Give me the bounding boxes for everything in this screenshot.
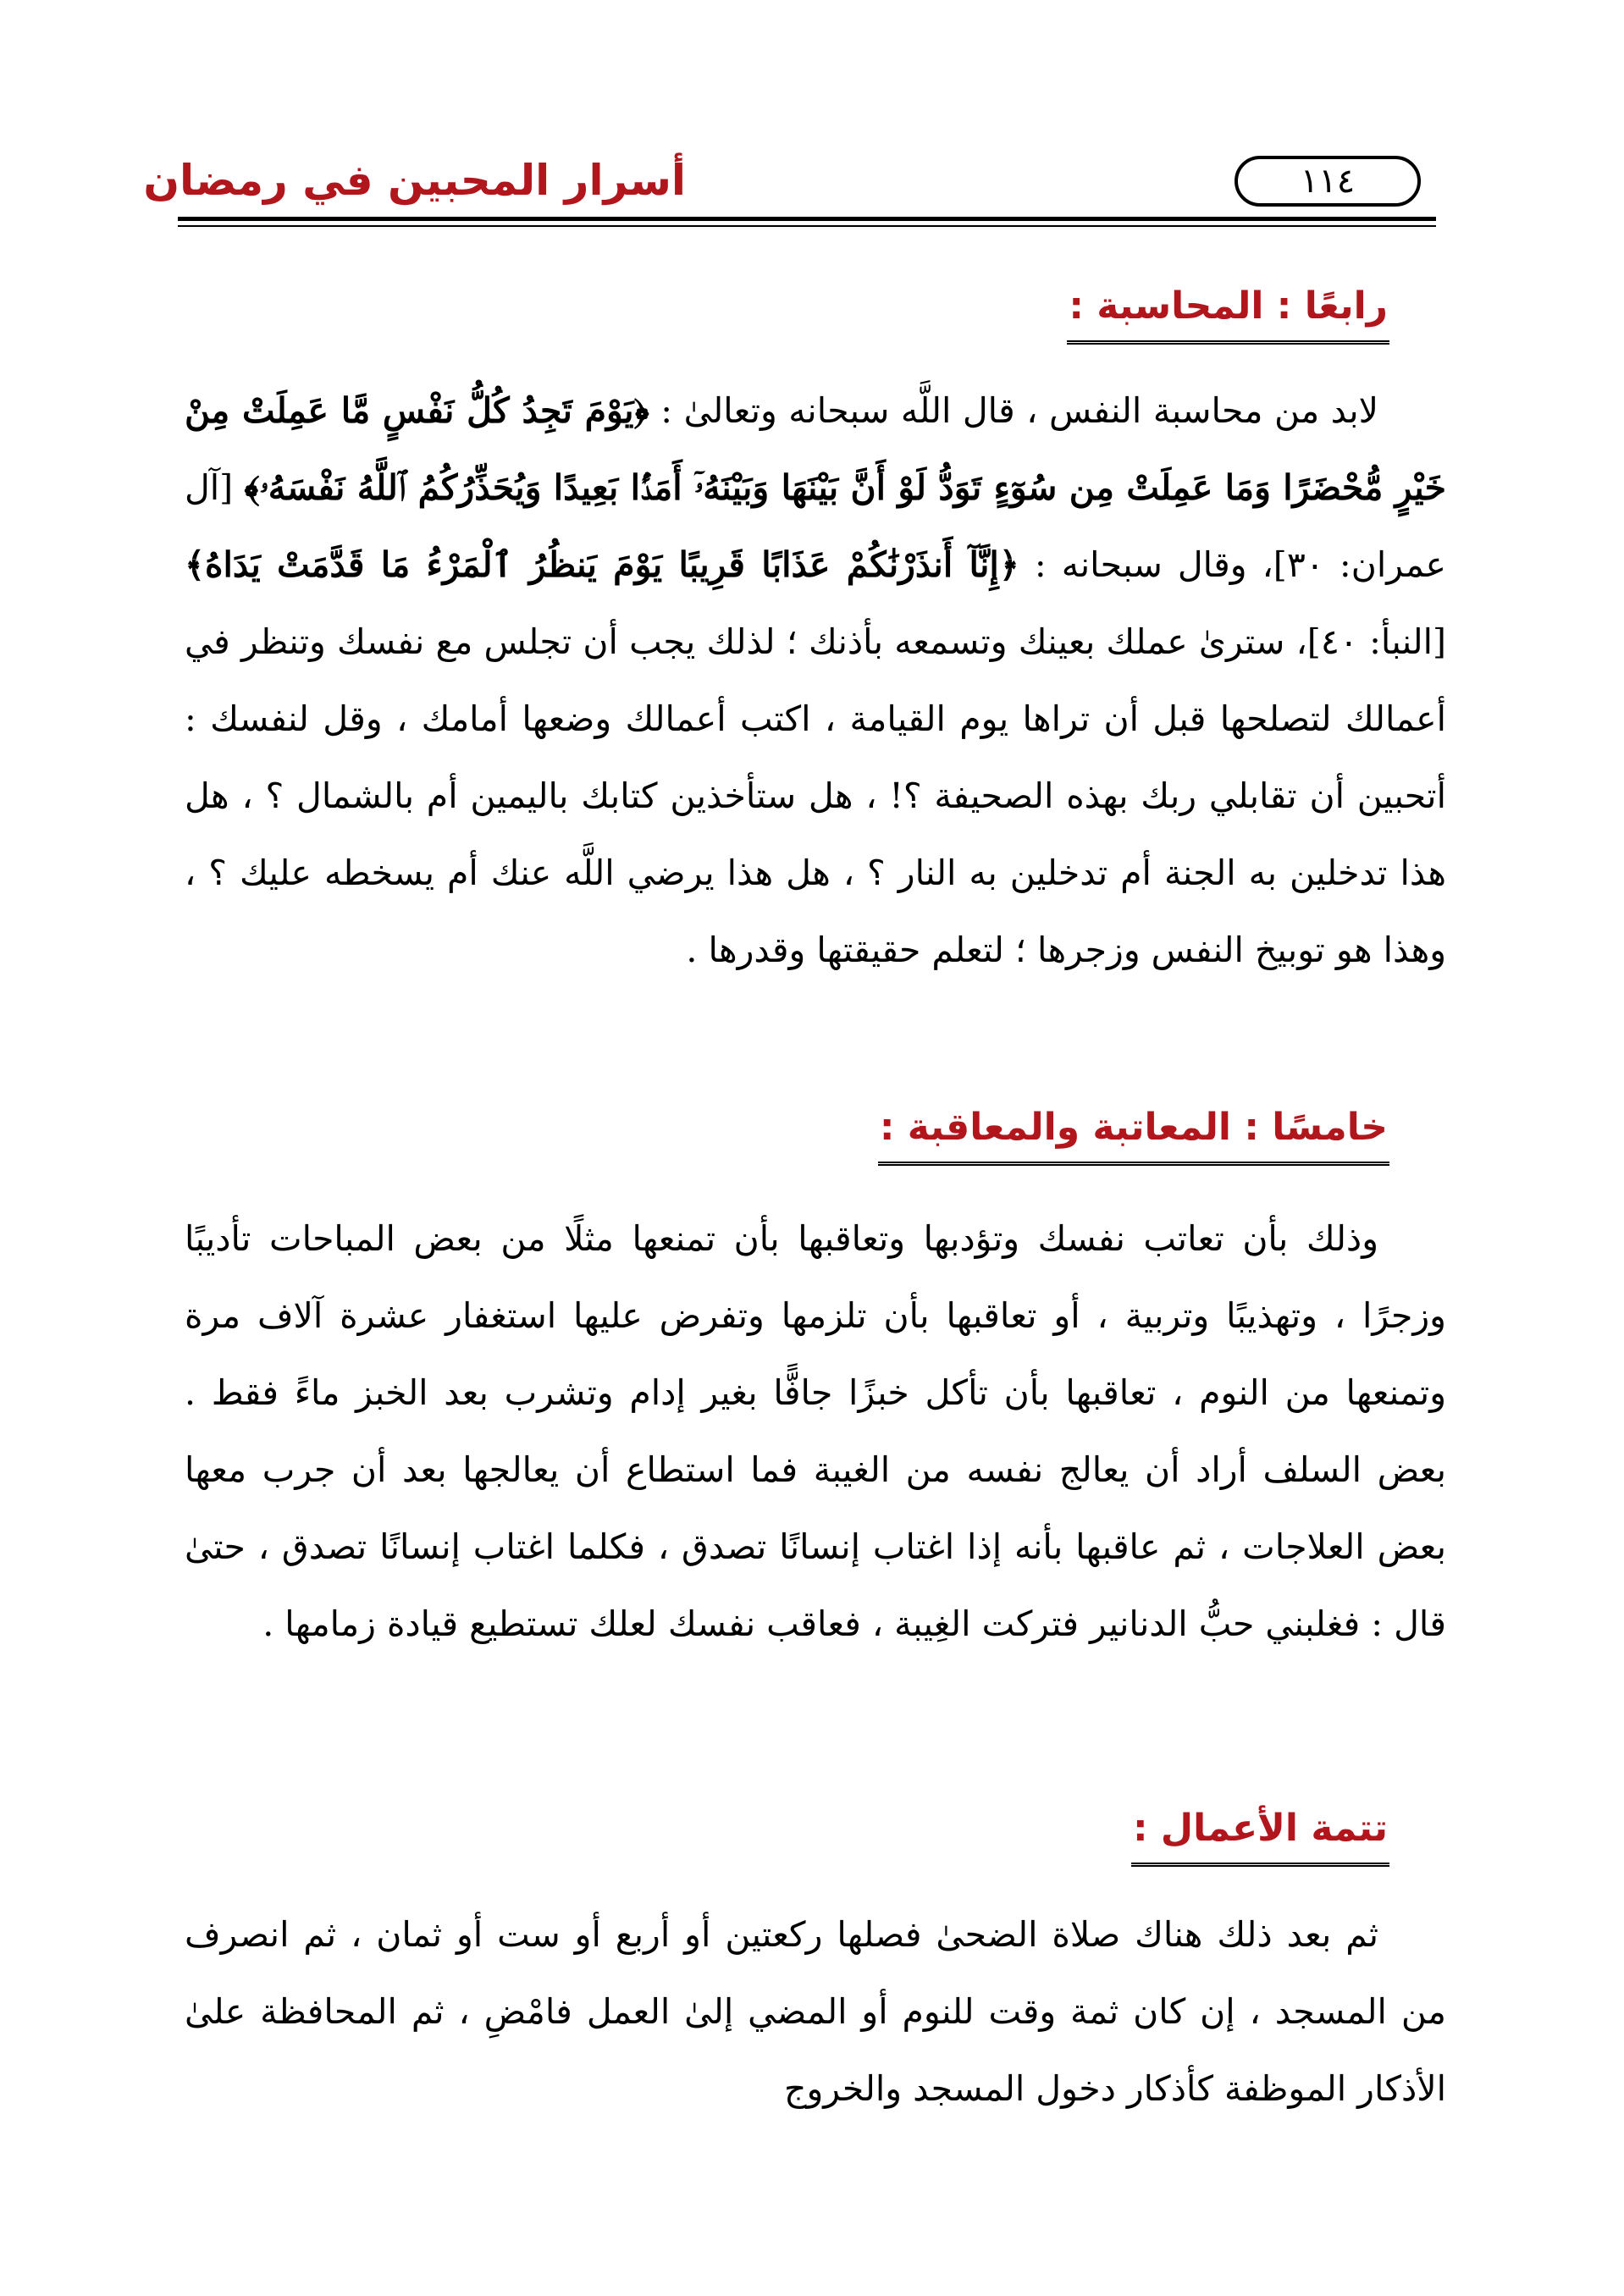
header-rule-thick — [178, 217, 1436, 221]
page-number: ١١٤ — [1235, 156, 1421, 207]
header-rule-thin — [178, 225, 1436, 227]
section-body-accountability — [185, 373, 1446, 989]
section-heading-accountability: رابعًا : المحاسبة : — [1067, 279, 1389, 345]
section-heading-remaining-deeds: تتمة الأعمال : — [1131, 1802, 1389, 1867]
quran-quote: ﴿يَوْمَ تَجِدُ كُلُّ نَفْسٍ مَّا عَمِلَتْ مِنْ خَيْرٍ مُّحْضَرًا وَمَا عَمِلَتْ مِن سُوٓءٍ تَوَدُّ لَوْ أَنَّ بَيْنَهَا وَبَيْنَهُۥٓ أَمَدًۢا بَعِيدًا وَيُحَذِّرُكُمُ ٱللَّهُ نَفْسَهُۥ﴾ — [185, 390, 1446, 508]
running-title: أسرار المحبين في رمضان — [143, 156, 686, 205]
paragraph-text: [النبأ: ٤٠]، سترىٰ عملك بعينك وتسمعه بأذنك ؛ لذلك يجب أن تجلس مع نفسك وتنظر في أعمالك لتصلحها قبل أن تراها يوم القيامة ، اكتب أعمالك وضعها أمامك ، وقل لنفسك : أتحبين أن تقابلي ربك بهذه الصحيفة ؟! ، هل ستأخذين كتابك باليمين أم بالشمال ؟ ، هل هذا تدخلين به الجنة أم تدخلين به النار ؟ ، هل هذا يرضي اللَّه عنك أم يسخطه عليك ؟ ، وهذا هو توبيخ النفس وزجرها ؛ لتعلم حقيقتها وقدرها . — [185, 621, 1446, 970]
section-body-remaining-deeds — [185, 1896, 1446, 2128]
verse-reference: [آل عمران: ٣٠]، وقال سبحانه : — [185, 467, 1447, 585]
paragraph: ثم بعد ذلك هناك صلاة الضحىٰ فصلها ركعتين أو أربع أو ست أو ثمان ، ثم انصرف من المسجد ، إن كان ثمة وقت للنوم أو المضي إلىٰ العمل فامْضِ ، ثم المحافظة علىٰ الأذكار الموظفة كأذكار دخول المسجد والخروج — [185, 1914, 1446, 2109]
section-heading-rebuke-punishment: خامسًا : المعاتبة والمعاقبة : — [878, 1101, 1389, 1166]
paragraph: وذلك بأن تعاتب نفسك وتؤدبها وتعاقبها بأن تمنعها مثلًا من بعض المباحات تأديبًا وزجرًا ، وتهذيبًا وتربية ، أو تعاقبها بأن تلزمها وتفرض عليها استغفار عشرة آلاف مرة وتمنعها من النوم ، تعاقبها بأن تأكل خبزًا جافًّا بغير إدام وتشرب بعد الخبز ماءً فقط . بعض السلف أراد أن يعالج نفسه من الغيبة فما استطاع أن يعالجها بعد أن جرب معها بعض العلاجات ، ثم عاقبها بأنه إذا اغتاب إنسانًا تصدق ، فكلما اغتاب إنسانًا تصدق ، حتىٰ قال : فغلبني حبُّ الدنانير فتركت الغِيبة ، فعاقب نفسك لعلك تستطيع قيادة زمامها . — [185, 1218, 1446, 1644]
paragraph — [185, 373, 1446, 989]
paragraph-text: لابد من محاسبة النفس ، قال اللَّه سبحانه وتعالىٰ : — [649, 390, 1378, 431]
quran-quote: ﴿إِنَّآ أَنذَرْنَٰكُمْ عَذَابًا قَرِيبًا يَوْمَ يَنظُرُ ٱلْمَرْءُ مَا قَدَّمَتْ يَدَاهُ﴾ — [185, 544, 1019, 585]
section-body-rebuke-punishment — [185, 1200, 1446, 1663]
